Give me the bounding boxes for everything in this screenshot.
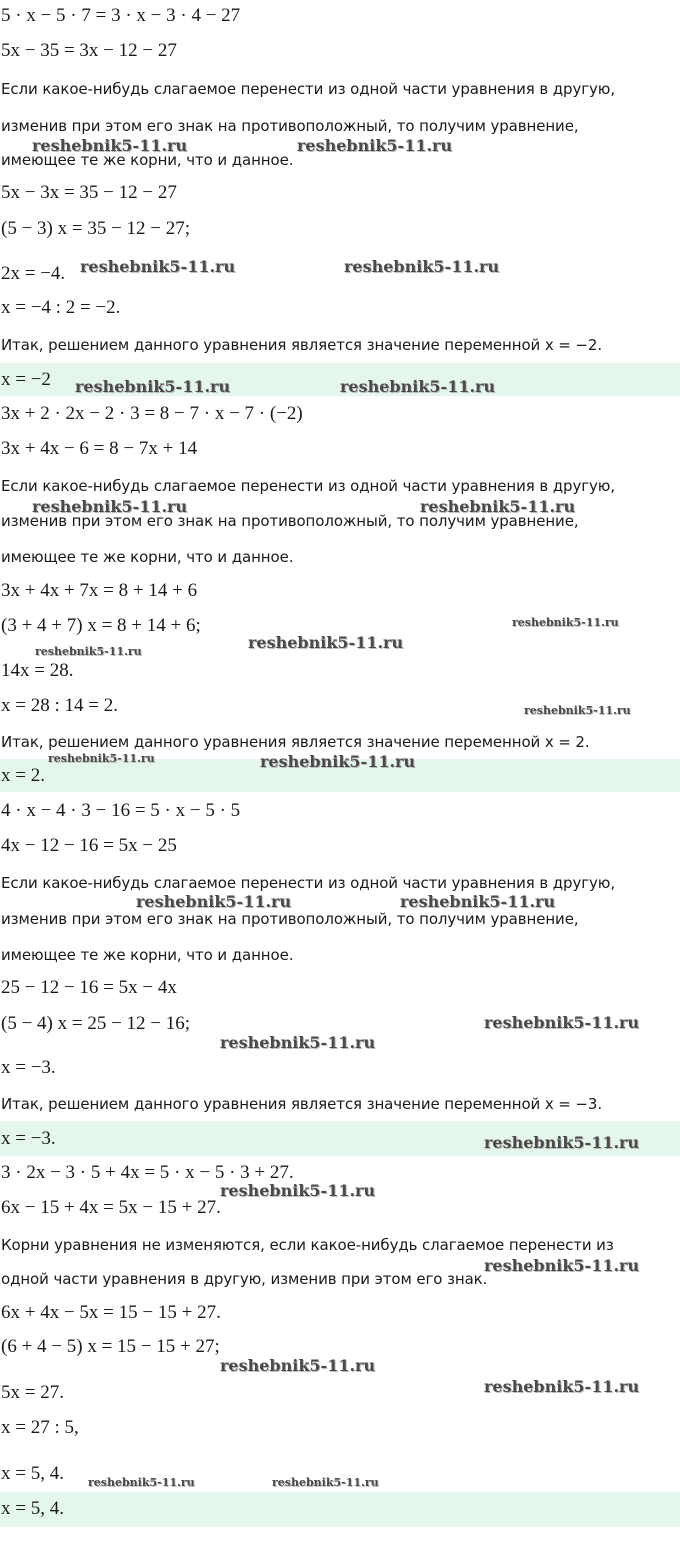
watermark: reshebnik5-11.ru (136, 892, 292, 911)
answer: x = 5, 4. (1, 1498, 64, 1519)
answer-highlight (0, 1492, 680, 1527)
watermark: reshebnik5-11.ru (344, 257, 500, 276)
watermark: reshebnik5-11.ru (524, 704, 631, 717)
equation: (5 − 3) x = 35 − 12 − 27; (1, 218, 191, 239)
watermark: reshebnik5-11.ru (220, 1356, 376, 1375)
equation: 14x = 28. (1, 660, 74, 681)
equation: 3x + 4x + 7x = 8 + 14 + 6 (1, 580, 198, 601)
watermark: reshebnik5-11.ru (220, 1181, 376, 1200)
watermark: reshebnik5-11.ru (35, 645, 142, 658)
answer: x = −3. (1, 1128, 56, 1149)
watermark: reshebnik5-11.ru (32, 497, 188, 516)
rule-text: имеющее те же корни, что и данное. (1, 548, 294, 566)
watermark: reshebnik5-11.ru (220, 1033, 376, 1052)
rule-text: Если какое-нибудь слагаемое перенести из одной части уравнения в другую, (1, 477, 616, 495)
equation: 3x + 4x − 6 = 8 − 7x + 14 (1, 438, 198, 459)
watermark: reshebnik5-11.ru (484, 1377, 640, 1396)
rule-text: Если какое-нибудь слагаемое перенести из одной части уравнения в другую, (1, 80, 616, 98)
rule-text: Корни уравнения не изменяются, если какое-нибудь слагаемое перенести из (1, 1236, 614, 1254)
watermark: reshebnik5-11.ru (75, 377, 231, 396)
watermark: reshebnik5-11.ru (484, 1133, 640, 1152)
equation: 6x − 15 + 4x = 5x − 15 + 27. (1, 1197, 221, 1218)
equation: x = 27 : 5, (1, 1417, 79, 1438)
equation: 4 · x − 4 · 3 − 16 = 5 · x − 5 · 5 (1, 800, 241, 821)
equation: 25 − 12 − 16 = 5x − 4x (1, 977, 177, 998)
equation: 5x − 35 = 3x − 12 − 27 (1, 40, 177, 61)
watermark: reshebnik5-11.ru (88, 1476, 195, 1489)
watermark: reshebnik5-11.ru (420, 497, 576, 516)
rule-text: изменив при этом его знак на противоположный, то получим уравнение, (1, 117, 579, 135)
equation: (5 − 4) x = 25 − 12 − 16; (1, 1013, 191, 1034)
equation: 5x − 3x = 35 − 12 − 27 (1, 182, 177, 203)
watermark: reshebnik5-11.ru (260, 752, 416, 771)
watermark: reshebnik5-11.ru (48, 752, 155, 765)
equation: x = 28 : 14 = 2. (1, 695, 118, 716)
watermark: reshebnik5-11.ru (272, 1476, 379, 1489)
watermark: reshebnik5-11.ru (248, 633, 404, 652)
watermark: reshebnik5-11.ru (32, 136, 188, 155)
equation: (6 + 4 − 5) x = 15 − 15 + 27; (1, 1336, 220, 1357)
rule-text: имеющее те же корни, что и данное. (1, 946, 294, 964)
equation: 2x = −4. (1, 263, 66, 284)
rule-text: имеющее те же корни, что и данное. (1, 151, 294, 169)
watermark: reshebnik5-11.ru (400, 892, 556, 911)
answer: x = −2 (1, 369, 51, 390)
equation: 5x = 27. (1, 1382, 64, 1403)
watermark: reshebnik5-11.ru (297, 136, 453, 155)
answer: x = 2. (1, 765, 45, 786)
rule-text: Если какое-нибудь слагаемое перенести из одной части уравнения в другую, (1, 874, 616, 892)
watermark: reshebnik5-11.ru (484, 1256, 640, 1275)
equation: 6x + 4x − 5x = 15 − 15 + 27. (1, 1302, 221, 1323)
conclusion-text: Итак, решением данного уравнения является значение переменной x = 2. (1, 733, 590, 751)
conclusion-text: Итак, решением данного уравнения является значение переменной x = −2. (1, 336, 603, 354)
equation: x = −3. (1, 1057, 56, 1078)
equation: x = −4 : 2 = −2. (1, 297, 121, 318)
rule-text: одной части уравнения в другую, изменив при этом его знак. (1, 1270, 488, 1288)
conclusion-text: Итак, решением данного уравнения является значение переменной x = −3. (1, 1095, 603, 1113)
rule-text: изменив при этом его знак на противоположный, то получим уравнение, (1, 512, 579, 530)
watermark: reshebnik5-11.ru (484, 1013, 640, 1032)
watermark: reshebnik5-11.ru (512, 616, 619, 629)
equation: (3 + 4 + 7) x = 8 + 14 + 6; (1, 615, 201, 636)
watermark: reshebnik5-11.ru (80, 257, 236, 276)
watermark: reshebnik5-11.ru (340, 377, 496, 396)
equation: 5 · x − 5 · 7 = 3 · x − 3 · 4 − 27 (1, 5, 241, 26)
equation: 3x + 2 · 2x − 2 · 3 = 8 − 7 · x − 7 · (−2) (1, 403, 303, 424)
equation: 3 · 2x − 3 · 5 + 4x = 5 · x − 5 · 3 + 27. (1, 1162, 294, 1183)
rule-text: изменив при этом его знак на противоположный, то получим уравнение, (1, 910, 579, 928)
equation: x = 5, 4. (1, 1463, 64, 1484)
equation: 4x − 12 − 16 = 5x − 25 (1, 835, 177, 856)
